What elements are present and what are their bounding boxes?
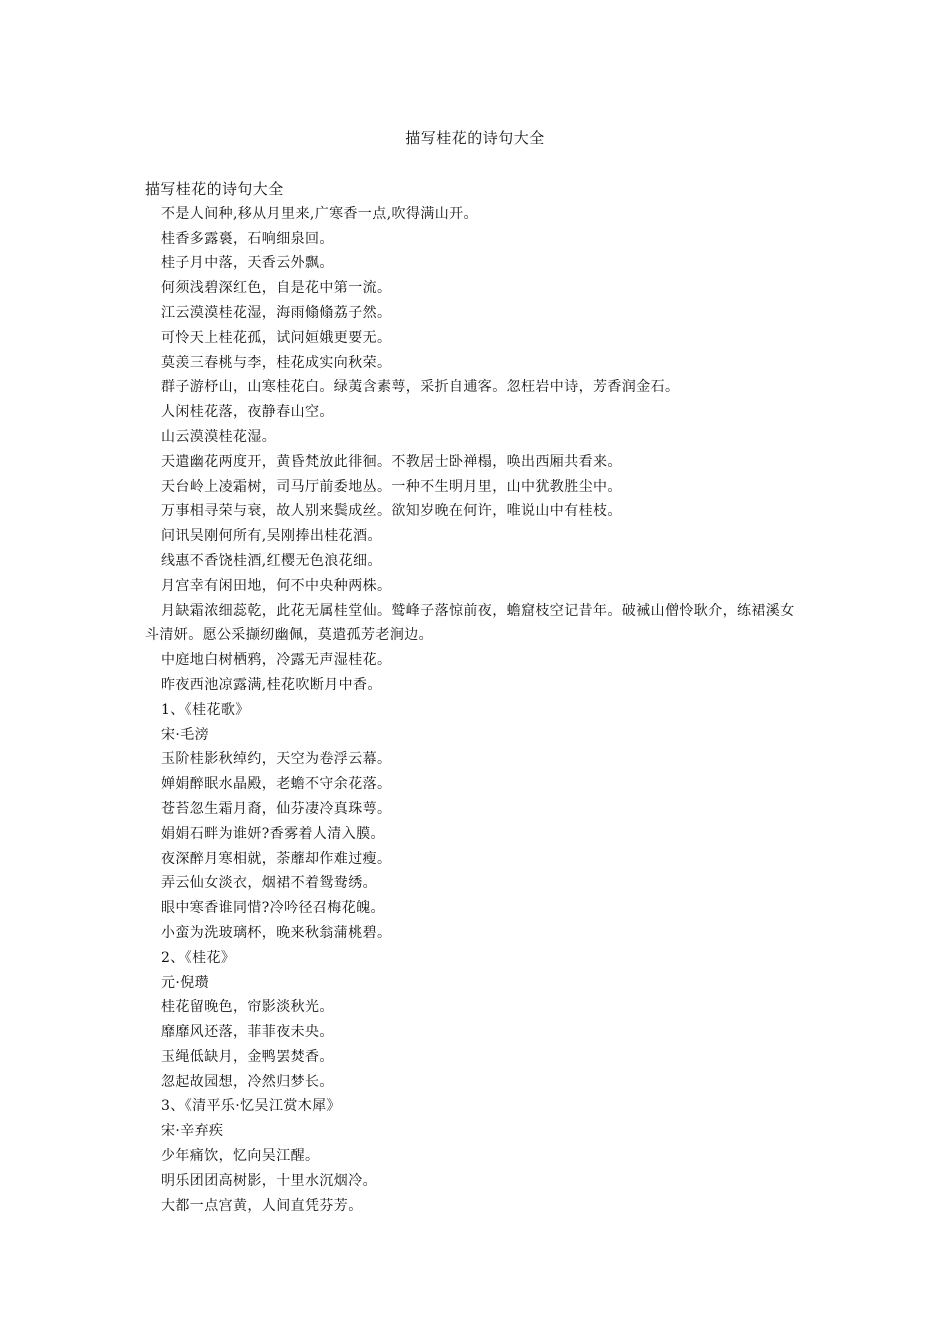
page-title: 描写桂花的诗句大全: [405, 129, 545, 147]
text-line: 中庭地白树栖鸦，冷露无声湿桂花。: [161, 652, 392, 669]
text-line: 1、《桂花歌》: [161, 701, 250, 718]
text-line: 可怜天上桂花孤，试问姮娥更要无。: [161, 329, 392, 346]
text-line: 2、《桂花》: [161, 949, 236, 966]
text-line: 群子游杼山，山寒桂花白。绿荑含素萼，采折自逋客。忽枉岩中诗，芳香润金石。: [161, 379, 680, 396]
text-line: 桂花留晚色，帘影淡秋光。: [161, 999, 334, 1016]
text-line: 元·倪瓒: [161, 974, 210, 991]
text-line: 婵娟醉眠水晶殿，老蟾不守余花落。: [161, 776, 392, 793]
text-line: 3、《清平乐·忆吴江赏木犀》: [161, 1098, 341, 1115]
text-line: 月缺霜浓细蕊乾，此花无属桂堂仙。鹫峰子落惊前夜，蟾窟枝空记昔年。破裓山僧怜耿介，练裙溪女斗清妍。愿公采撷纫幽佩，莫遣孤芳老涧边。: [145, 602, 795, 644]
text-line: 何须浅碧深红色，自是花中第一流。: [161, 280, 392, 297]
text-line: 夜深醉月寒相就，荼蘼却作难过瘦。: [161, 850, 392, 867]
text-line: 弄云仙女淡衣，烟裙不着鸳鸯绣。: [161, 875, 377, 892]
text-line: 人闲桂花落，夜静春山空。: [161, 404, 334, 421]
text-line: 娟娟石畔为谁妍?香雾着人清入膜。: [161, 825, 385, 842]
section-heading: 描写桂花的诗句大全: [145, 180, 284, 198]
text-line: 桂子月中落，天香云外飘。: [161, 255, 334, 272]
document-body: [145, 177, 805, 1218]
text-line: 山云漠漠桂花湿。: [161, 428, 277, 445]
text-line: 玉阶桂影秋绰约，天空为卷浮云幕。: [161, 751, 392, 768]
text-line: 眼中寒香谁同惜?冷吟径召梅花魄。: [161, 900, 385, 917]
text-line: 不是人间种,移从月里来,广寒香一点,吹得满山开。: [161, 205, 478, 222]
text-line: 万事相寻荣与衰，故人别来鬓成丝。欲知岁晚在何许，唯说山中有桂枝。: [161, 503, 622, 520]
text-line: 大都一点宫黄，人间直凭芬芳。: [161, 1197, 363, 1214]
text-line: 昨夜西池凉露满,桂花吹断月中香。: [161, 676, 382, 693]
text-line: 月宫幸有闲田地，何不中央种两株。: [161, 577, 392, 594]
poem-lines: [145, 202, 805, 1219]
text-line: 靡靡风还落，菲菲夜未央。: [161, 1024, 334, 1041]
text-line: 桂香多露裛，石响细泉回。: [161, 230, 334, 247]
text-line: 玉绳低缺月，金鸭罢焚香。: [161, 1048, 334, 1065]
text-line: 宋·辛弃疾: [161, 1123, 224, 1140]
text-line: 宋·毛滂: [161, 726, 210, 743]
text-line: 小蛮为洗玻璃杯，晚来秋翁蒲桃碧。: [161, 924, 392, 941]
text-line: 少年痛饮，忆向吴江醒。: [161, 1148, 320, 1165]
text-line: 忽起故园想，冷然归梦长。: [161, 1073, 334, 1090]
text-line: 莫羡三春桃与李，桂花成实向秋荣。: [161, 354, 392, 371]
text-line: 问讯吴刚何所有,吴刚捧出桂花酒。: [161, 528, 382, 545]
text-line: 线惠不香饶桂酒,红樱无色浪花细。: [161, 552, 382, 569]
text-line: 江云漠漠桂花湿，海雨翛翛荔子然。: [161, 304, 392, 321]
text-line: 明乐团团高树影，十里水沉烟冷。: [161, 1172, 377, 1189]
text-line: 天台岭上凌霜树，司马厅前委地丛。一种不生明月里，山中犹教胜尘中。: [161, 478, 622, 495]
text-line: 天遣幽花两度开，黄昏梵放此徘徊。不教居士卧禅榻，唤出西厢共看来。: [161, 453, 622, 470]
text-line: 苍苔忽生霜月裔，仙芬凄冷真珠萼。: [161, 800, 392, 817]
